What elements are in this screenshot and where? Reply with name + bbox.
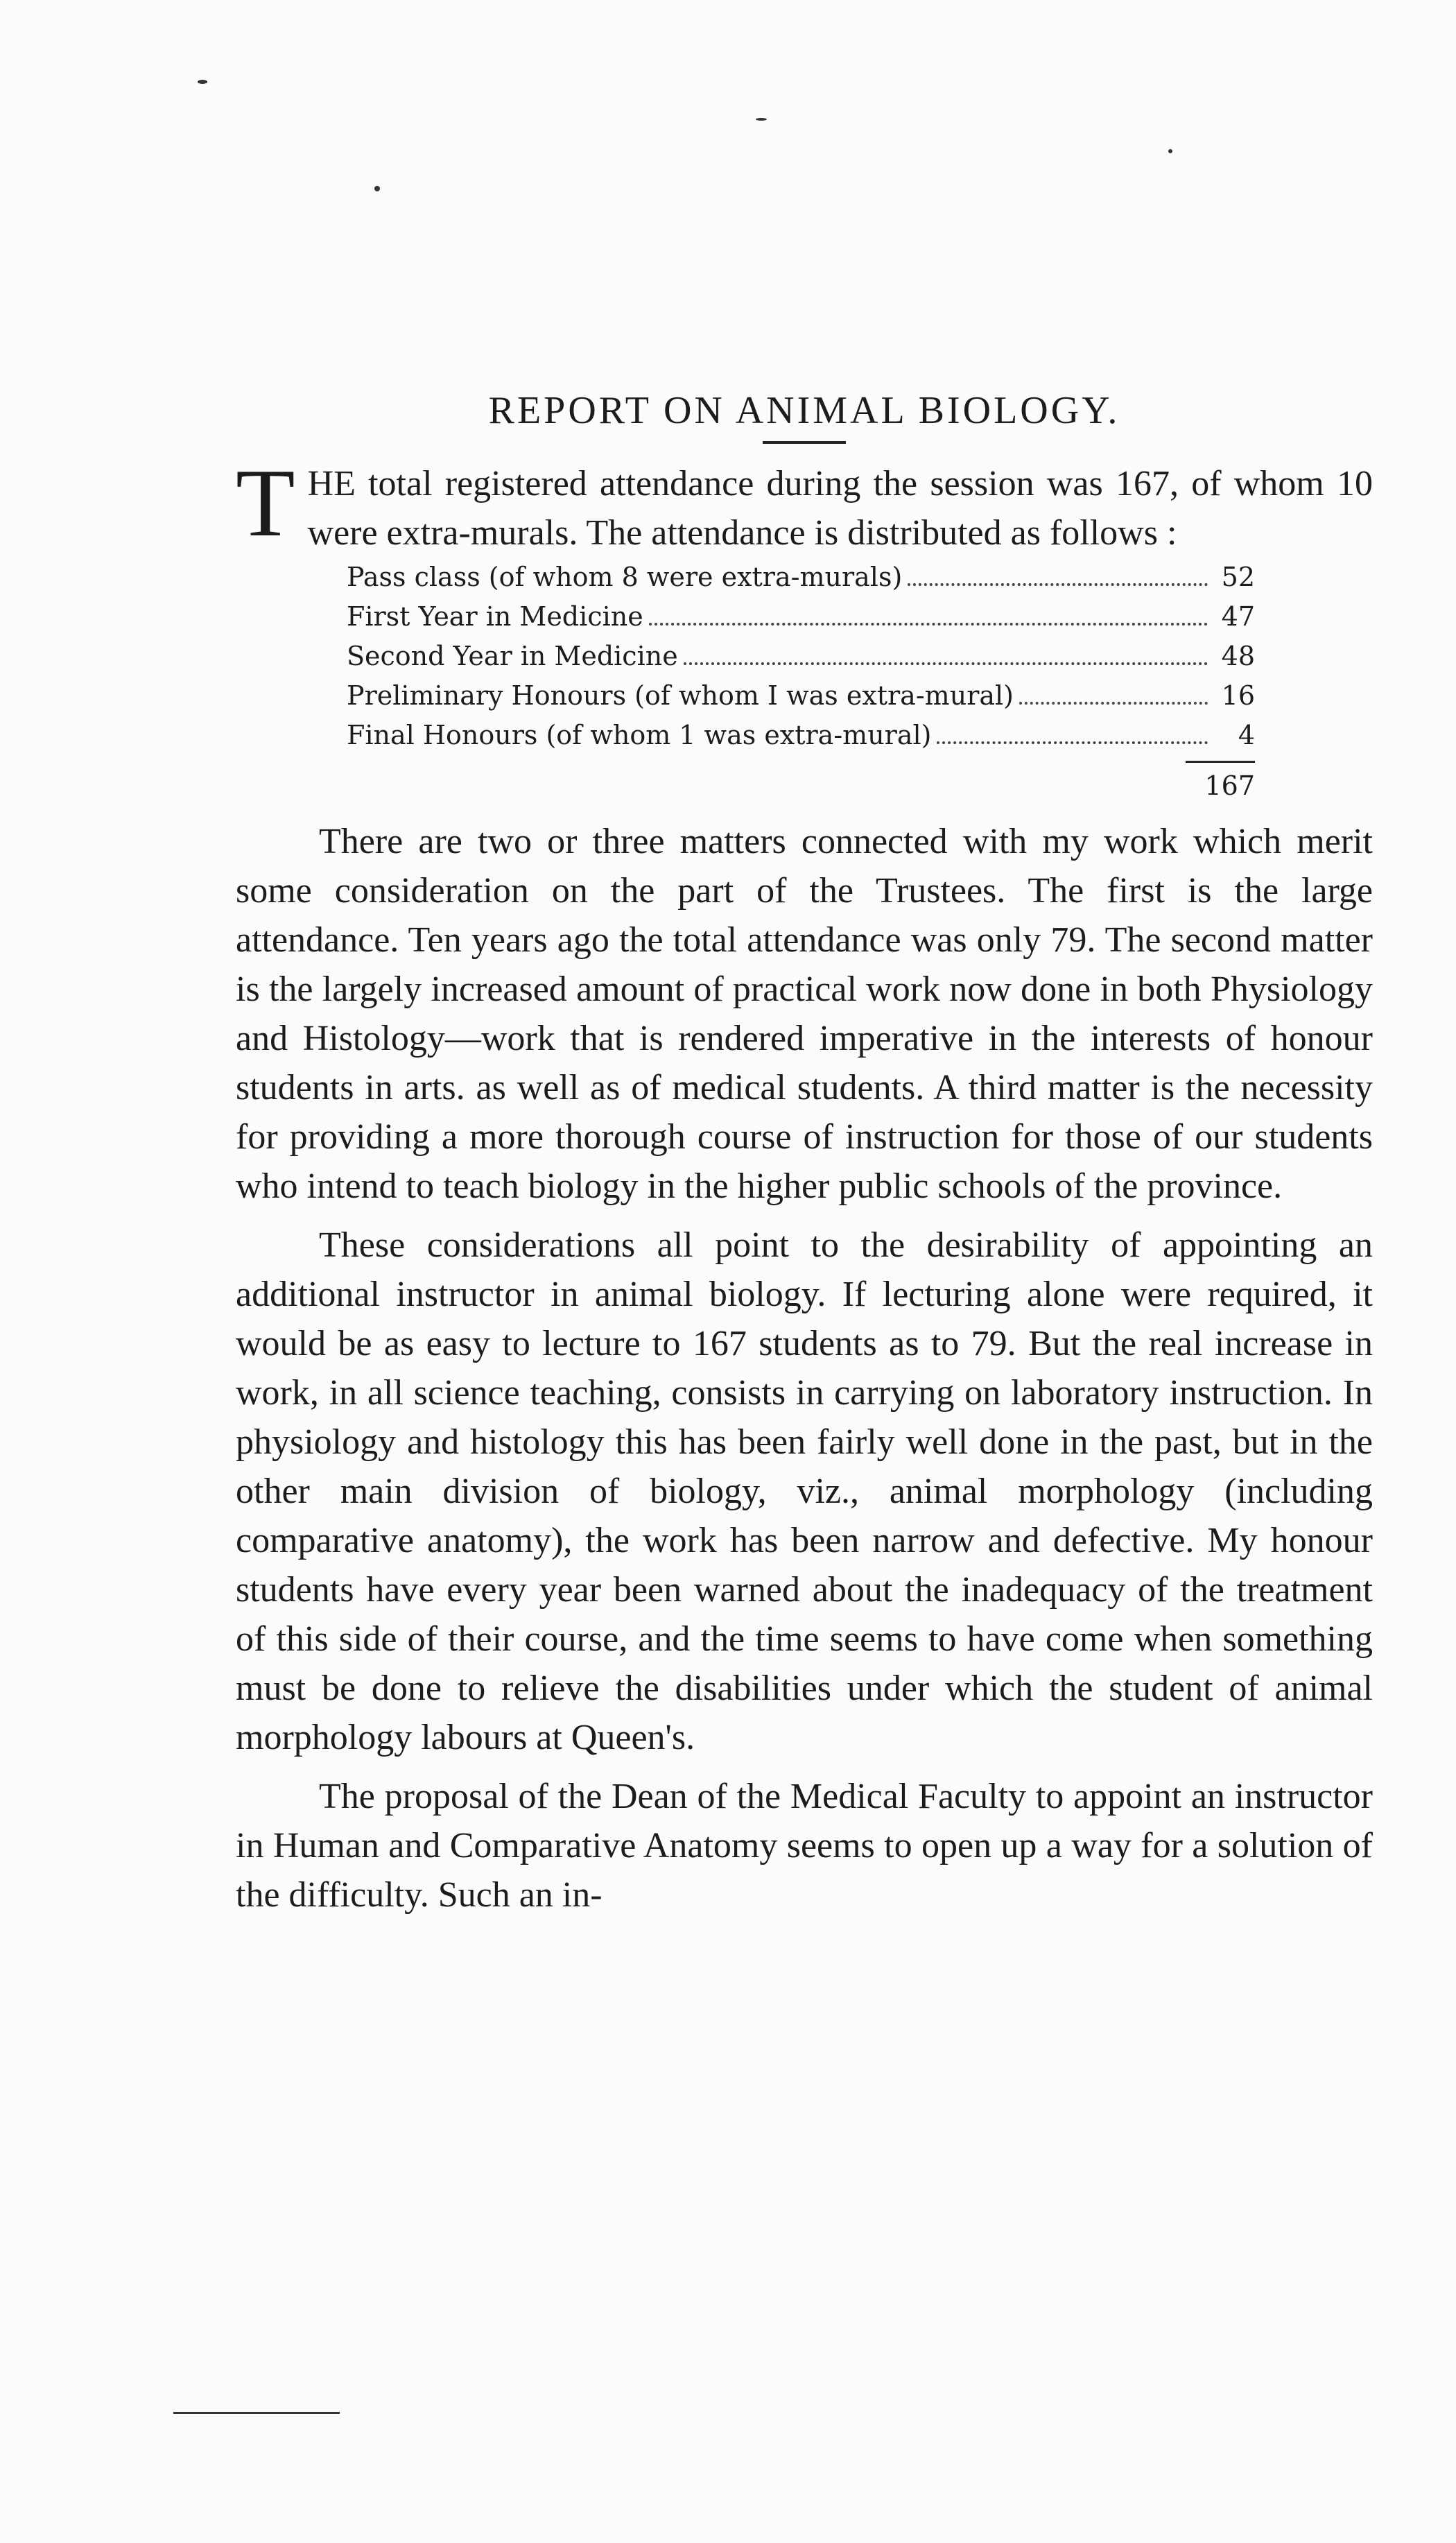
dot-leader xyxy=(937,741,1208,744)
drop-cap: T xyxy=(236,449,295,557)
scan-speck xyxy=(756,118,767,121)
row-value: 16 xyxy=(1221,680,1255,711)
row-label: First Year in Medicine xyxy=(347,601,643,632)
title-underline xyxy=(763,441,846,444)
total-rule xyxy=(1186,761,1255,763)
row-label: Pass class (of whom 8 were extra-murals) xyxy=(347,562,903,592)
row-value: 4 xyxy=(1238,720,1255,750)
table-row xyxy=(347,716,1255,755)
table-row xyxy=(347,558,1255,597)
table-row xyxy=(347,597,1255,637)
body-paragraph-3: The proposal of the Dean of the Medical Faculty to appoint an instructor in Human and Comparative Anatomy seems to open up a way for a solution of the difficulty. Such an in- xyxy=(236,1777,1373,1915)
row-value: 52 xyxy=(1221,562,1255,592)
intro-text: HE total registered attendance during the session was 167, of whom 10 were extra-murals. The attendance is distributed as follows : xyxy=(307,464,1373,553)
row-value: 48 xyxy=(1221,641,1255,671)
body-paragraph-2: These considerations all point to the desirability of appointing an additional instructor in animal biology. If lecturing alone were required, it would be as easy to lecture to 167 students as to 79. But the real increase in work, in all science teaching, consists in carrying on laboratory instruction. In physiology and histology this has been fairly well done in the past, but in the other main division of biology, viz., animal morphology (including comparative anatomy), the work has been narrow and defective. My honour students have every year been warned about the inadequacy of the treatment of this side of their course, and the time seems to have come when something must be done to relieve the disabilities under which the student of animal morphology labours at Queen's. xyxy=(236,1225,1373,1757)
row-value: 47 xyxy=(1221,601,1255,632)
scan-speck xyxy=(173,2412,340,2414)
body-paragraph-1: There are two or three matters connected with my work which merit some consideration on the part of the Trustees. The first is the large attendance. Ten years ago the total attendance was only 79. The second matter is the largely increased amount of practical work now done in both Physiology and Histology—work that is rendered imperative in the interests of honour students in arts. as well as of medical students. A third matter is the necessity for providing a more thorough course of instruction for those of our students who intend to teach biology in the higher public schools of the province. xyxy=(236,822,1373,1206)
scan-speck xyxy=(198,80,207,84)
report-body xyxy=(236,388,1373,1920)
table-row xyxy=(347,676,1255,716)
dot-leader xyxy=(908,583,1208,586)
attendance-total: 167 xyxy=(1204,770,1255,801)
row-label: Preliminary Honours (of whom I was extra-mural) xyxy=(347,680,1014,711)
intro-paragraph xyxy=(236,449,1373,558)
scan-speck xyxy=(374,186,380,191)
dot-leader xyxy=(1019,702,1208,705)
table-row xyxy=(347,637,1255,676)
report-title: REPORT ON ANIMAL BIOLOGY. xyxy=(488,389,1120,432)
row-label: Second Year in Medicine xyxy=(347,641,678,671)
attendance-table xyxy=(347,558,1255,803)
row-label: Final Honours (of whom 1 was extra-mural) xyxy=(347,720,932,750)
scan-speck xyxy=(1168,149,1172,153)
dot-leader xyxy=(684,662,1208,665)
dot-leader xyxy=(649,623,1208,626)
